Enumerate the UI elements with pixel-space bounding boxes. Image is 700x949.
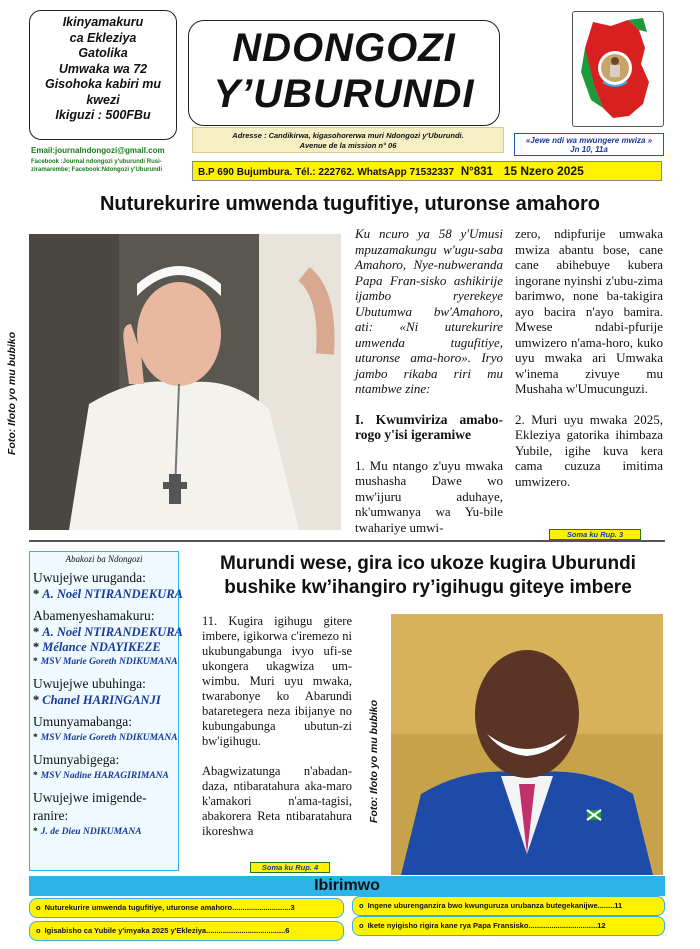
toc-item[interactable]: o Ikete nyigisho rigira kane rya Papa Fransisko.................................12 xyxy=(352,916,665,936)
staff-name: * A. Noël NTIRANDEKURA xyxy=(33,625,183,639)
article2-column xyxy=(202,614,352,854)
masthead-line2: Y’UBURUNDI xyxy=(213,72,475,116)
info-line: kwezi xyxy=(86,92,120,107)
staff-role: Uwujejwe uruganda: xyxy=(33,570,146,585)
facebook-info: Facebook :Journal ndongozi y'uburundi Rusi-ziramarembe; Facebook:Ndongozi y'Uburundi xyxy=(31,159,163,173)
headline-line1: Murundi wese, gira ico ukoze kugira Uburundi xyxy=(220,553,636,574)
section-divider xyxy=(29,540,665,542)
motto-line1: «Jewe ndi wa mwungere mwiza » xyxy=(525,136,653,145)
article1-column2 xyxy=(515,226,663,504)
masthead-line1: NDONGOZI xyxy=(232,26,456,70)
contents-title: Ibirimwo xyxy=(29,876,665,896)
staff-title: Abakozi ba Ndongozi xyxy=(65,554,143,564)
article1-paragraph: zero, ndipfurije umwaka mwiza abantu bose, cane cane abihebuye kubera ingorane nyinshi z'ubu-zima barimwo, none ba-takigira ayo bacira n'ayo bamira. Mwese ndabi-pfurije umwizero n'ama-horo, kuko uyu mwaka ari Umwaka w'inema zivuye mu Mushaha w'Umucunguzi. xyxy=(515,226,663,396)
pope-photo xyxy=(29,234,341,530)
address-box xyxy=(192,127,504,153)
publication-info-box xyxy=(29,10,177,140)
toc-item[interactable]: o Nuturekurire umwenda tugufitiye, uturonse amahoro............................3 xyxy=(29,898,344,918)
contact-bar xyxy=(192,161,662,181)
info-line: ca Ekleziya xyxy=(69,30,137,45)
staff-name: * MSV Marie Goreth NDIKUMANA xyxy=(33,733,178,743)
email-link[interactable]: Email:journalndongozi@gmail.com xyxy=(31,146,165,155)
staff-role: Uwujejwe imigende-ranire: xyxy=(33,790,147,823)
staff-role: Uwujejwe ubuhinga: xyxy=(33,676,146,691)
article1-intro: Ku ncuro ya 58 y'Umusi mpuzamakungu w'ugu-saba Amahoro, Nye-nubweranda Papa Fran-sisko ashikirije ijambo ryerekeye Ubutumwa bw'Amahoro, ati: «Ni uturekurire umwenda tugufitiye, uturonse ama-horo». Iryo jambo rikaba riri mu ntambwe zine: xyxy=(355,226,503,396)
masthead xyxy=(188,20,500,126)
toc-item[interactable]: o Ingene uburenganzira bwo kwunguruza urubanza butegekanijwe........11 xyxy=(352,896,665,916)
info-line: Ikinyamakuru xyxy=(62,15,144,29)
issue-number: N°831 xyxy=(460,166,493,178)
photo-caption: Foto: Ifoto yo mu bubiko xyxy=(368,699,380,823)
issue-date: 15 Nzero 2025 xyxy=(503,164,584,178)
staff-name: * MSV Marie Goreth NDIKUMANA xyxy=(33,657,178,667)
motto-line2: Jn 10, 11a xyxy=(570,145,608,154)
info-line: Gatolika xyxy=(78,46,128,60)
price-line: Ikiguzi : 500FBu xyxy=(55,108,151,122)
staff-name: * Chanel HARINGANJI xyxy=(33,693,161,707)
staff-name: * Mélance NDAYIKEZE xyxy=(33,640,161,654)
staff-box xyxy=(29,551,183,871)
headline-line2: bushike kw’ihangiro ry’igihugu giteye imbere xyxy=(224,577,632,598)
contact-text: B.P 690 Bujumbura. Tél.: 222762. WhatsApp 71532337 xyxy=(198,167,455,178)
article1-subheading: I. Kwumviriza amabo-rogo y'isi igeramiwe xyxy=(355,411,503,442)
staff-name: * A. Noël NTIRANDEKURA xyxy=(33,587,183,601)
continue-link[interactable]: Soma ku Rup. 4 xyxy=(250,862,330,873)
main-headline: Nuturekurire umwenda tugufitiye, uturonse amahoro xyxy=(99,193,601,215)
burundi-map-logo xyxy=(572,11,664,127)
info-line: Gisohoka kabiri mu xyxy=(44,77,161,91)
president-photo xyxy=(391,614,663,875)
staff-role: Umunyamabanga: xyxy=(33,714,132,729)
staff-name: * J. de Dieu NDIKUMANA xyxy=(33,827,142,837)
info-line: Umwaka wa 72 xyxy=(58,61,148,76)
article2-paragraph: 11. Kugira igihugu gitere imbere, igikorwa c'iremezo ni ukubungabunga ivyo ufi-se ukongera ukagwiza um-wimbu. Muri uyu mwaka, twarabonye ko Abarundi bataretegera neza ibijanye no kubungabunga ubutun-zi bw'igihugu. xyxy=(202,614,352,748)
toc-item[interactable]: o Igisabisho ca Yubile y'imyaka 2025 y'Ekleziya......................................6 xyxy=(29,921,344,941)
article1-column1 xyxy=(355,226,503,550)
staff-role: Abamenyeshamakuru: xyxy=(33,608,155,623)
article1-paragraph: 1. Mu ntango z'uyu mwaka mushasha Dawe wo mw'ijuru aduhaye, nk'umwanya wa Yu-bile twahariye umwi- xyxy=(355,457,503,535)
photo-caption: Foto: Ifoto yo mu bubiko xyxy=(6,331,18,455)
staff-role: Umunyabigega: xyxy=(33,752,120,767)
staff-name: * MSV Nadine HARAGIRIMANA xyxy=(33,771,169,781)
article2-headline xyxy=(188,552,668,600)
address-line2: Avenue de la mission n° 06 xyxy=(299,141,397,150)
motto-box xyxy=(514,133,664,156)
article2-paragraph: Abagwizatunga n'abadan-daza, ntibaratahura aka-maro k'amakori n'ama-tagisi, abakorera Reta ntibaratahura ikoreshwa xyxy=(202,764,352,838)
address-line1: Adresse : Candikirwa, kigasohorerwa muri Ndongozi y'Uburundi. xyxy=(232,131,464,140)
article1-paragraph: 2. Muri uyu mwaka 2025, Ekleziya gatorika ihimbaza Yubile, igihe kuva kera cama cuzuza imitima umwizero. xyxy=(515,411,663,489)
continue-link[interactable]: Soma ku Rup. 3 xyxy=(549,529,641,540)
